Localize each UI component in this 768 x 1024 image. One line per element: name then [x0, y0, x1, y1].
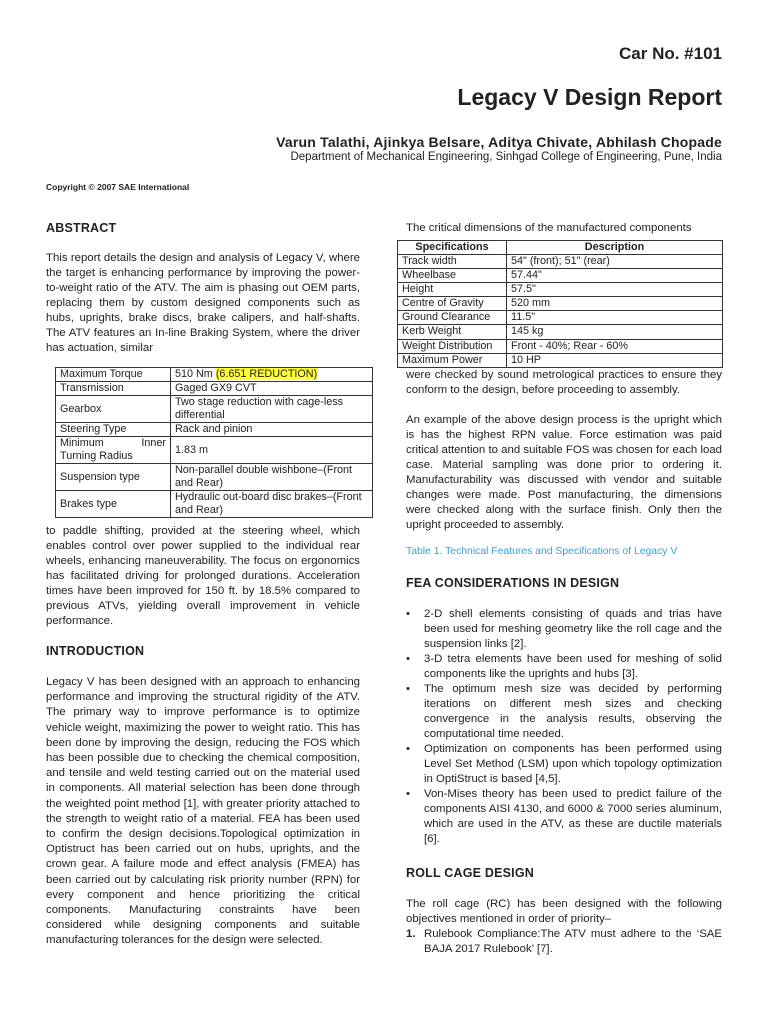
roll-cage-item	[406, 927, 722, 957]
checked-para: were checked by sound metrological practices to ensure they conform to the design, before proceeding to assembly.	[406, 369, 722, 396]
spec-row	[398, 311, 723, 325]
spec-row	[398, 269, 723, 283]
feature-label: Suspension type	[56, 464, 171, 491]
car-number: Car No. #101	[619, 44, 722, 63]
spec-label: Maximum Power	[398, 353, 507, 367]
feature-value-text: Rack and pinion	[175, 423, 253, 435]
feature-row	[56, 464, 373, 491]
feature-value	[171, 368, 373, 382]
spec-value: 57.5"	[507, 283, 723, 297]
feature-row	[56, 437, 373, 464]
spec-row	[398, 255, 723, 269]
spec-label: Kerb Weight	[398, 325, 507, 339]
feature-value	[171, 396, 373, 423]
fea-bullet-text: The optimum mesh size was decided by performing iterations on different mesh sizes and checking convergence in the analysis results, observing the computational time needed.	[424, 683, 722, 740]
introduction-text: Legacy V has been designed with an approach to enhancing performance and improving the structural rigidity of the ATV. The primary way to improve performance is to optimize vehicle weight, maximizing the power to weight ratio. This has been done by improving the design, reducing the FOS which has been possible due to checking the chemical composition, and tensile and weld testing carried out on the material used in components. All material selection has been done through the weighted point method [1], with greater priority attached to the strength to weight ratio of a material. FEA has been used to confirm the design decisions.Topological optimization in Optistruct has been carried out on hubs, uprights, and the crown gear. A failure mode and effect analysis (FMEA) has been carried out by calculating risk priority number (RPN) for every component and hence prioritizing the critical components. Manufacturing constraints have been considered while designing components and suitable manufacturing tolerances for the design were selected.	[46, 676, 360, 947]
feature-value-text: Gaged GX9 CVT	[175, 382, 257, 394]
feature-value-text: Two stage reduction with cage-less differential	[175, 396, 344, 421]
fea-bullet-text: Optimization on components has been performed using Level Set Method (LSM) upon which topology optimization in OptiStruct is based [4,5].	[424, 743, 722, 785]
feature-label: Minimum Inner Turning Radius	[56, 437, 171, 464]
fea-bullet-text: 3-D tetra elements have been used for meshing of solid components like the uprights and hubs [3].	[424, 653, 722, 680]
paper-title: Legacy V Design Report	[457, 84, 722, 110]
fea-bullet-text: 2-D shell elements consisting of quads and trias have been used for meshing geometry like the roll cage and the suspension links [2].	[424, 608, 722, 650]
feature-value	[171, 491, 373, 518]
spec-value: 145 kg	[507, 325, 723, 339]
spec-value: 54" (front); 51" (rear)	[507, 255, 723, 269]
fea-bullet-item	[406, 787, 722, 847]
fea-bullet-item	[406, 652, 722, 682]
spec-label: Track width	[398, 255, 507, 269]
fea-bullet-text: Von-Mises theory has been used to predict failure of the components AISI 4130, and 6000 & 7000 series aluminum, which are used in the ATV, as these are ductile materials [6].	[424, 788, 722, 845]
bullet-icon: •	[406, 683, 410, 695]
fea-bullet-list	[406, 607, 722, 847]
bullet-icon: •	[406, 788, 410, 800]
spec-row	[398, 339, 723, 353]
spec-row	[398, 297, 723, 311]
spec-value: Front - 40%; Rear - 60%	[507, 339, 723, 353]
roll-cage-objectives	[406, 927, 722, 957]
feature-value-text: 510 Nm	[175, 368, 216, 380]
critical-dimensions-intro: The critical dimensions of the manufactured components	[406, 222, 692, 234]
department: Department of Mechanical Engineering, Sinhgad College of Engineering, Pune, India	[290, 151, 722, 163]
abstract-para-2: to paddle shifting, provided at the steering wheel, which enables control over power supplied to the individual rear wheels, enhancing maneuverability. The focus on ergonomics has facilitated driving for prolonged durations. Acceleration times have been improved for 150 ft. by 18.5% compared to previous ATVs, yielding overall improvement in vehicle performance.	[46, 525, 360, 627]
item-number: 1.	[406, 928, 416, 940]
roll-cage-heading: ROLL CAGE DESIGN	[406, 866, 534, 880]
feature-label: Brakes type	[56, 491, 171, 518]
spec-label: Centre of Gravity	[398, 297, 507, 311]
feature-value-text: Hydraulic out-board disc brakes–(Front and Rear)	[175, 491, 362, 516]
feature-row	[56, 423, 373, 437]
spec-label: Weight Distribution	[398, 339, 507, 353]
spec-header-description: Description	[507, 241, 723, 255]
spec-value: 10 HP	[507, 353, 723, 367]
bullet-icon: •	[406, 608, 410, 620]
feature-label: Maximum Torque	[56, 368, 171, 382]
item-text: Rulebook Compliance:The ATV must adhere to the ‘SAE BAJA 2017 Rulebook’ [7].	[424, 928, 722, 955]
roll-cage-intro: The roll cage (RC) has been designed with the following objectives mentioned in order of priority–	[406, 898, 722, 925]
feature-value	[171, 382, 373, 396]
spec-label: Height	[398, 283, 507, 297]
feature-value-text: Non-parallel double wishbone–(Front and Rear)	[175, 464, 353, 489]
spec-label: Ground Clearance	[398, 311, 507, 325]
spec-value: 11.5"	[507, 311, 723, 325]
feature-value	[171, 437, 373, 464]
spec-header-specifications: Specifications	[398, 241, 507, 255]
feature-row	[56, 382, 373, 396]
feature-label: Steering Type	[56, 423, 171, 437]
feature-value	[171, 423, 373, 437]
spec-row	[398, 353, 723, 367]
fea-heading: FEA CONSIDERATIONS IN DESIGN	[406, 576, 620, 590]
spec-value: 520 mm	[507, 297, 723, 311]
feature-label: Transmission	[56, 382, 171, 396]
table-caption: Table 1. Technical Features and Specifications of Legacy V	[406, 546, 678, 557]
abstract-para-1: This report details the design and analysis of Legacy V, where the target is enhancing performance by improving the power-to-weight ratio of the ATV. The aim is phasing out OEM parts, replacing them by custom designed components such as hubs, uprights, brake discs, brake calipers, and half-shafts. The ATV features an In-line Braking System, where the driver has actuation, similar	[46, 252, 360, 354]
feature-label: Gearbox	[56, 396, 171, 423]
spec-row	[398, 283, 723, 297]
feature-row	[56, 368, 373, 382]
fea-bullet-item	[406, 742, 722, 787]
feature-value	[171, 464, 373, 491]
specifications-table	[397, 240, 723, 368]
authors: Varun Talathi, Ajinkya Belsare, Aditya Chivate, Abhilash Chopade	[276, 134, 722, 150]
spec-row	[398, 325, 723, 339]
fea-bullet-item	[406, 607, 722, 652]
copyright: Copyright © 2007 SAE International	[46, 182, 190, 192]
introduction-heading: INTRODUCTION	[46, 644, 145, 658]
abstract-heading: ABSTRACT	[46, 221, 117, 235]
feature-row	[56, 396, 373, 423]
feature-value-text: 1.83 m	[175, 443, 209, 456]
feature-row	[56, 491, 373, 518]
bullet-icon: •	[406, 653, 410, 665]
feature-value-highlight: (6.651 REDUCTION)	[215, 368, 318, 380]
spec-value: 57.44"	[507, 269, 723, 283]
bullet-icon: •	[406, 743, 410, 755]
spec-label: Wheelbase	[398, 269, 507, 283]
features-table	[55, 367, 373, 518]
fea-bullet-item	[406, 682, 722, 742]
upright-example-para: An example of the above design process is the upright which is has the highest RPN value. Force estimation was paid critical attention to and suitable FOS was chosen for each load case. Material sampling was done prior to ordering it. Manufacturability was discussed with vendor and suitable changes were made. Post manufacturing, the dimensions were checked along with the surface finish. Only then the upright proceeded to assembly.	[406, 414, 722, 531]
